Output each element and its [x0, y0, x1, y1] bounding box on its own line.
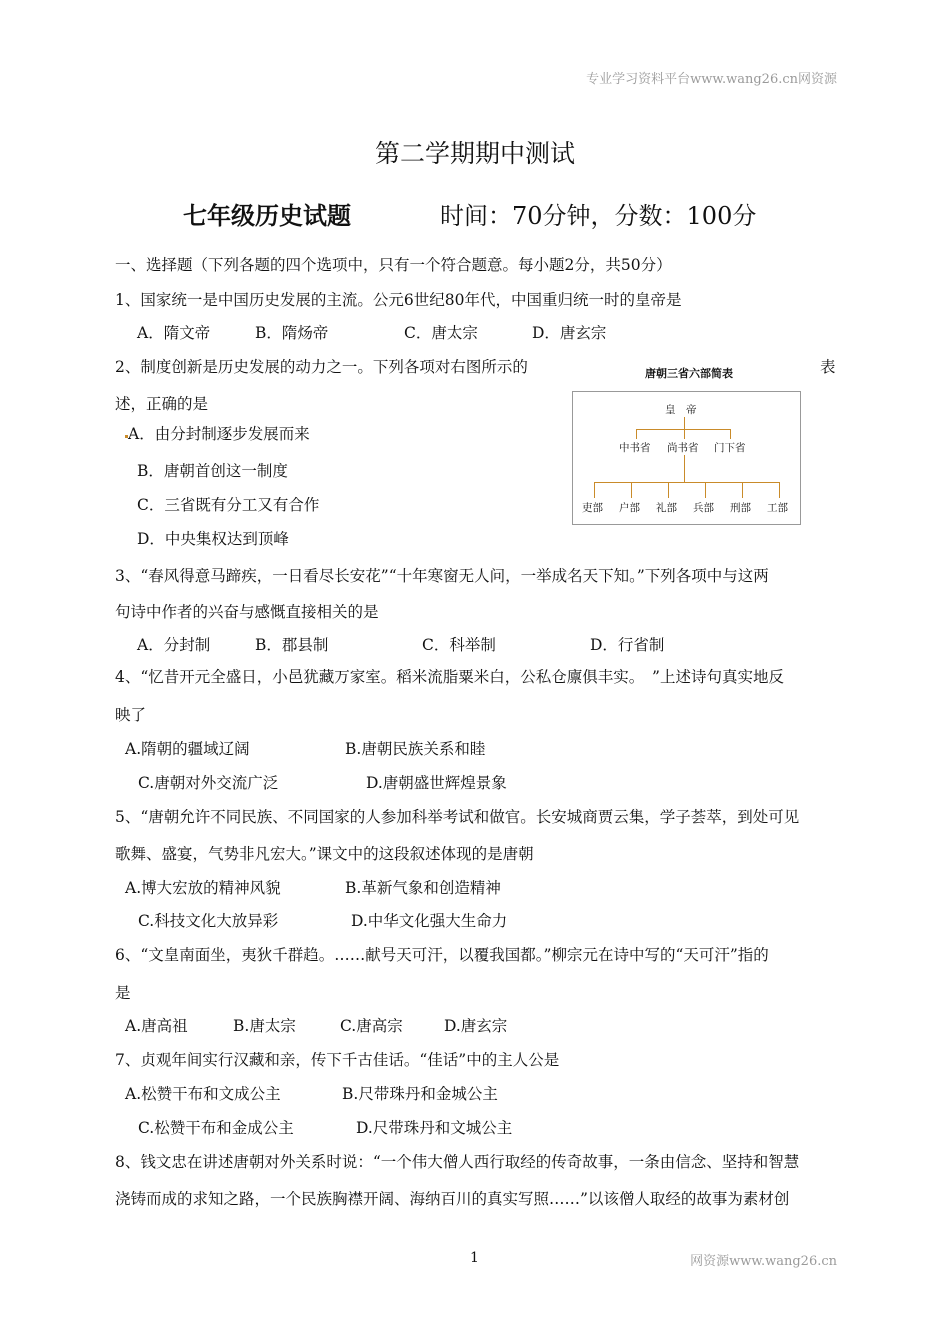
section-heading: 一、选择题（下列各题的四个选项中，只有一个符合题意。每小题2分，共50分） [115, 256, 672, 274]
q3-stem: 3、“春风得意马蹄疾，一日看尽长安花”“十年寒窗无人问，一举成名天下知。”下列各项中与这两 [115, 567, 769, 585]
diagram-sheng-2: 尚书省 [667, 442, 699, 454]
q3-option-c: C．科举制 [422, 636, 496, 654]
q1-stem: 1、国家统一是中国历史发展的主流。公元6世纪80年代，中国重归统一时的皇帝是 [115, 291, 682, 309]
q4-option-c: C.唐朝对外交流广泛 [138, 774, 279, 792]
diagram-bu-3: 礼部 [656, 502, 677, 514]
q1-option-a: A．隋文帝 [137, 324, 211, 342]
diagram-bu-5: 刑部 [730, 502, 751, 514]
q8-stem-cont: 浇铸而成的求知之路，一个民族胸襟开阔、海纳百川的真实写照……”以该僧人取经的故事为素材创 [115, 1190, 790, 1208]
q5-stem-cont: 歌舞、盛宴，气势非凡宏大。”课文中的这段叙述体现的是唐朝 [115, 845, 534, 863]
q4-stem-cont: 映了 [115, 706, 147, 724]
q7-option-b: B.尺带珠丹和金城公主 [342, 1085, 498, 1103]
q2-option-b: B．唐朝首创这一制度 [137, 462, 288, 480]
q3-stem-cont: 句诗中作者的兴奋与感慨直接相关的是 [115, 603, 379, 621]
q2-stem-end: 表 [820, 358, 836, 376]
page-title: 第二学期期中测试 [374, 139, 575, 168]
q7-option-a: A.松赞干布和文成公主 [125, 1085, 281, 1103]
q2-stem-cont: 述，正确的是 [115, 395, 209, 413]
q5-stem: 5、“唐朝允许不同民族、不同国家的人参加科举考试和做官。长安城商贾云集，学子荟萃，到处可见 [115, 808, 800, 826]
q2-option-a: A．由分封制逐步发展而来 [128, 425, 310, 443]
q6-stem: 6、“文皇南面坐，夷狄千群趋。……献号天可汗，以覆我国都。”柳宗元在诗中写的“天可汗”指的 [115, 946, 769, 964]
q2-stem: 2、制度创新是历史发展的动力之一。下列各项对右图所示的 [115, 358, 528, 376]
exam-time-score: 时间：70分钟，分数：100分 [440, 202, 757, 230]
q6-stem-cont: 是 [115, 984, 131, 1002]
diagram-bu-2: 户部 [619, 502, 640, 514]
q5-option-c: C.科技文化大放异彩 [138, 912, 279, 930]
q2-option-d: D．中央集权达到顶峰 [137, 530, 289, 548]
q6-option-a: A.唐高祖 [125, 1017, 188, 1035]
q4-option-d: D.唐朝盛世辉煌景象 [366, 774, 507, 792]
q1-option-b: B．隋炀帝 [255, 324, 329, 342]
q7-stem: 7、贞观年间实行汉藏和亲，传下千古佳话。“佳话”中的主人公是 [115, 1051, 560, 1069]
exam-subject: 七年级历史试题 [183, 201, 351, 230]
diagram-title: 唐朝三省六部简表 [645, 367, 733, 380]
q7-option-d: D.尺带珠丹和文城公主 [356, 1119, 513, 1137]
q7-option-c: C.松赞干布和金成公主 [138, 1119, 294, 1137]
marker-dot [125, 435, 128, 438]
q3-option-a: A．分封制 [137, 636, 211, 654]
q1-option-c: C．唐太宗 [404, 324, 478, 342]
q4-option-a: A.隋朝的疆域辽阔 [125, 740, 250, 758]
q6-option-d: D.唐玄宗 [444, 1017, 508, 1035]
q4-stem: 4、“忆昔开元全盛日，小邑犹藏万家室。稻米流脂粟米白，公私仓廪俱丰实。 ”上述诗句真实地反 [115, 668, 784, 686]
footer-source: 网资源www.wang26.cn [690, 1254, 837, 1269]
header-source: 专业学习资料平台www.wang26.cn网资源 [586, 72, 837, 87]
q5-option-b: B.革新气象和创造精神 [345, 879, 501, 897]
page-number: 1 [470, 1250, 479, 1266]
q6-option-c: C.唐高宗 [340, 1017, 403, 1035]
q3-option-d: D．行省制 [590, 636, 665, 654]
q5-option-d: D.中华文化强大生命力 [351, 912, 508, 930]
q2-option-c: C．三省既有分工又有合作 [137, 496, 320, 514]
diagram-sheng-1: 中书省 [619, 442, 651, 454]
q6-option-b: B.唐太宗 [233, 1017, 296, 1035]
q1-option-d: D．唐玄宗 [532, 324, 607, 342]
q4-option-b: B.唐朝民族关系和睦 [345, 740, 486, 758]
q8-stem: 8、钱文忠在讲述唐朝对外关系时说：“一个伟大僧人西行取经的传奇故事，一条由信念、坚持和智慧 [115, 1153, 800, 1171]
diagram-emperor: 皇 帝 [665, 404, 697, 416]
diagram-bu-1: 吏部 [582, 502, 603, 514]
diagram-bu-4: 兵部 [693, 502, 714, 514]
diagram-sheng-3: 门下省 [714, 442, 746, 454]
q5-option-a: A.博大宏放的精神风貌 [125, 879, 281, 897]
q3-option-b: B．郡县制 [255, 636, 329, 654]
diagram-bu-6: 工部 [767, 502, 788, 514]
